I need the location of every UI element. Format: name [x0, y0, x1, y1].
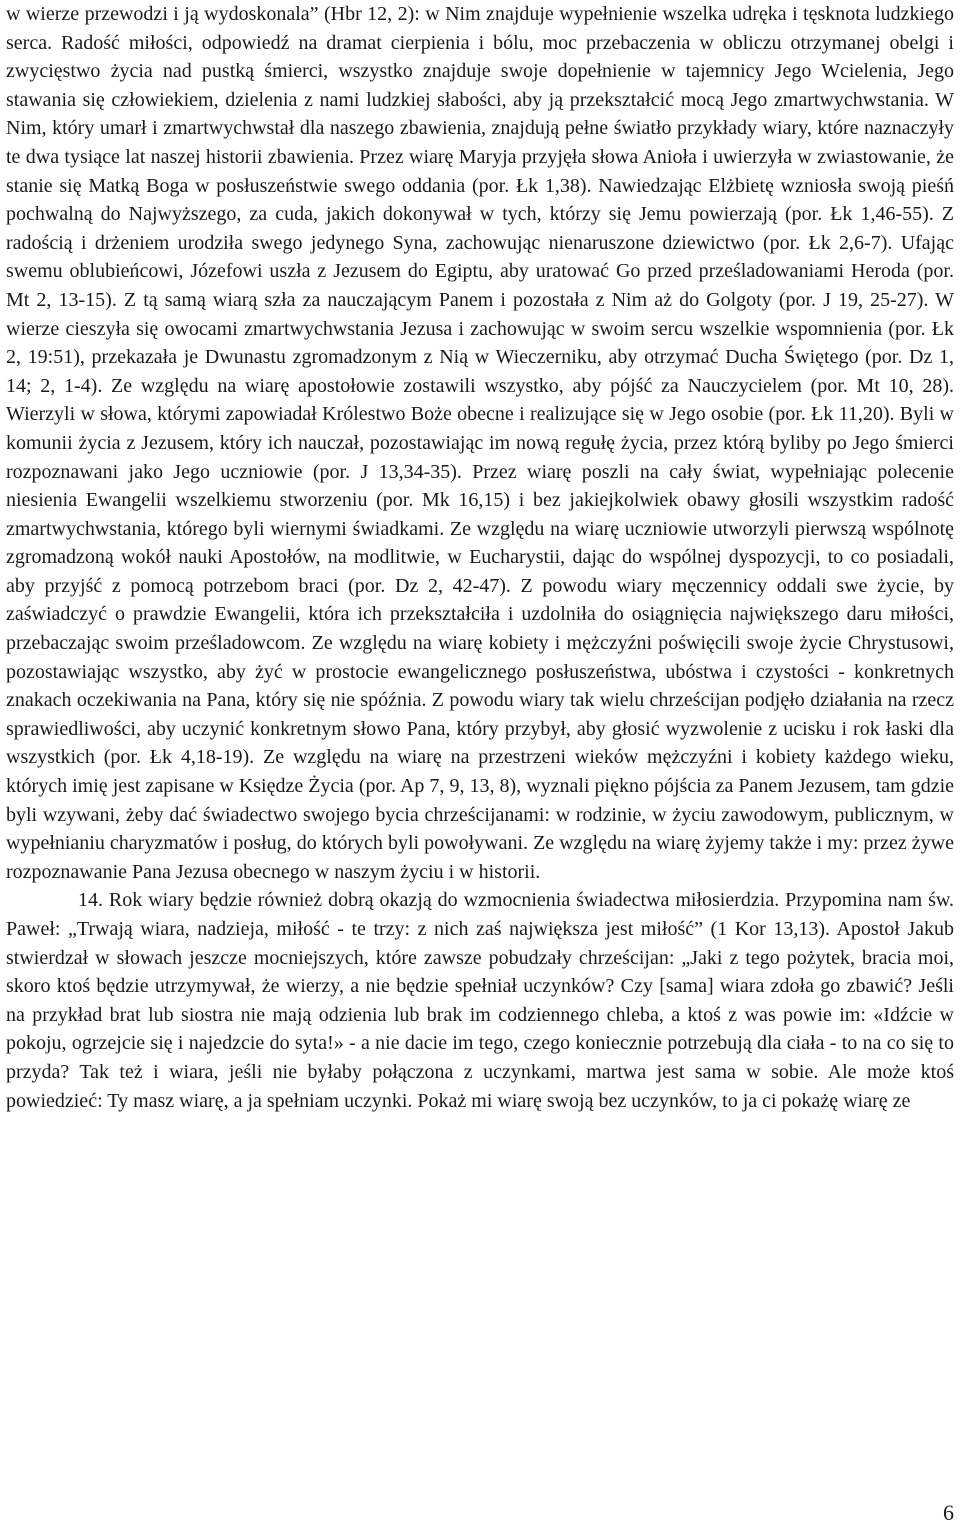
body-text: [6, 0, 954, 1115]
paragraph-continued: w wierze przewodzi i ją wydoskonala” (Hbr 12, 2): w Nim znajduje wypełnienie wszelka udręka i tęsknota ludzkiego serca. Radość miłości, odpowiedź na dramat cierpienia i bólu, moc przebaczenia w obliczu otrzymanej obelgi i zwycięstwo życia nad pustką śmierci, wszystko znajduje swoje dopełnienie w tajemnicy Jego Wcielenia, Jego stawania się człowiekiem, dzielenia z nami ludzkiej słabości, aby ją przekształcić mocą Jego zmartwychwstania. W Nim, który umarł i zmartwychwstał dla naszego zbawienia, znajdują pełne światło przykłady wiary, które naznaczyły te dwa tysiące lat naszej historii zbawienia. Przez wiarę Maryja przyjęła słowa Anioła i uwierzyła w zwiastowanie, że stanie się Matką Boga w posłuszeństwie swego oddania (por. Łk 1,38). Nawiedzając Elżbietę wzniosła swoją pieśń pochwalną do Najwyższego, za cuda, jakich dokonywał w tych, którzy się Jemu powierzają (por. Łk 1,46-55). Z radością i drżeniem urodziła swego jedynego Syna, zachowując nienaruszone dziewictwo (por. Łk 2,6-7). Ufając swemu oblubieńcowi, Józefowi uszła z Jezusem do Egiptu, aby uratować Go przed prześladowaniami Heroda (por. Mt 2, 13-15). Z tą samą wiarą szła za nauczającym Panem i pozostała z Nim aż do Golgoty (por. J 19, 25-27). W wierze cieszyła się owocami zmartwychwstania Jezusa i zachowując w swoim sercu wszelkie wspomnienia (por. Łk 2, 19:51), przekazała je Dwunastu zgromadzonym z Nią w Wieczerniku, aby otrzymać Ducha Świętego (por. Dz 1, 14; 2, 1-4). Ze względu na wiarę apostołowie zostawili wszystko, aby pójść za Nauczycielem (por. Mt 10, 28). Wierzyli w słowa, którymi zapowiadał Królestwo Boże obecne i realizujące się w Jego osobie (por. Łk 11,20). Byli w komunii życia z Jezusem, który ich nauczał, pozostawiając im nową regułę życia, przez którą byliby po Jego śmierci rozpoznawani jako Jego uczniowie (por. J 13,34-35). Przez wiarę poszli na cały świat, wypełniając polecenie niesienia Ewangelii wszelkiemu stworzeniu (por. Mk 16,15) i bez jakiejkolwiek obawy głosili wszystkim radość zmartwychwstania, którego byli wiernymi świadkami. Ze względu na wiarę uczniowie utworzyli pierwszą wspólnotę zgromadzoną wokół nauki Apostołów, na modlitwie, w Eucharystii, dając do wspólnej dyspozycji, to co posiadali, aby przyjść z pomocą potrzebom braci (por. Dz 2, 42-47). Z powodu wiary męczennicy oddali swe życie, by zaświadczyć o prawdzie Ewangelii, która ich przekształciła i uzdolniła do osiągnięcia największego daru miłości, przebaczając swoim prześladowcom. Ze względu na wiarę kobiety i mężczyźni poświęcili swoje życie Chrystusowi, pozostawiając wszystko, aby żyć w prostocie ewangelicznego posłuszeństwa, ubóstwa i czystości - konkretnych znakach oczekiwania na Pana, który się nie spóźnia. Z powodu wiary tak wielu chrześcijan podjęło działania na rzecz sprawiedliwości, aby uczynić konkretnym słowo Pana, który przybył, aby głosić wyzwolenie z ucisku i rok łaski dla wszystkich (por. Łk 4,18-19). Ze względu na wiarę na przestrzeni wieków mężczyźni i kobiety każdego wieku, których imię jest zapisane w Księdze Życia (por. Ap 7, 9, 13, 8), wyznali piękno pójścia za Panem Jezusem, tam gdzie byli wzywani, żeby dać świadectwo swojego bycia chrześcijanami: w rodzinie, w życiu zawodowym, publicznym, w wypełnianiu charyzmatów i posług, do których byli powoływani. Ze względu na wiarę żyjemy także i my: przez żywe rozpoznawanie Pana Jezusa obecnego w naszym życiu i w historii.: [6, 3, 954, 883]
page-number: 6: [943, 1500, 954, 1525]
paragraph-14: 14. Rok wiary będzie również dobrą okazją do wzmocnienia świadectwa miłosierdzia. Przypomina nam św. Paweł: „Trwają wiara, nadzieja, miłość - te trzy: z nich zaś największa jest miłość” (1 Kor 13,13). Apostoł Jakub stwierdzał w słowach jeszcze mocniejszych, które zawsze pobudzały chrześcijan: „Jaki z tego pożytek, bracia moi, skoro ktoś będzie utrzymywał, że wierzy, a nie będzie spełniał uczynków? Czy [sama] wiara zdoła go zbawić? Jeśli na przykład brat lub siostra nie mają odzienia lub brak im codziennego chleba, a ktoś z was powie im: «Idźcie w pokoju, ogrzejcie się i najedzcie do syta!» - a nie dacie im tego, czego koniecznie potrzebują dla ciała - to na co się to przyda? Tak też i wiara, jeśli nie byłaby połączona z uczynkami, martwa jest sama w sobie. Ale może ktoś powiedzieć: Ty masz wiarę, a ja spełniam uczynki. Pokaż mi wiarę swoją bez uczynków, to ja ci pokażę wiarę ze: [6, 889, 954, 1112]
